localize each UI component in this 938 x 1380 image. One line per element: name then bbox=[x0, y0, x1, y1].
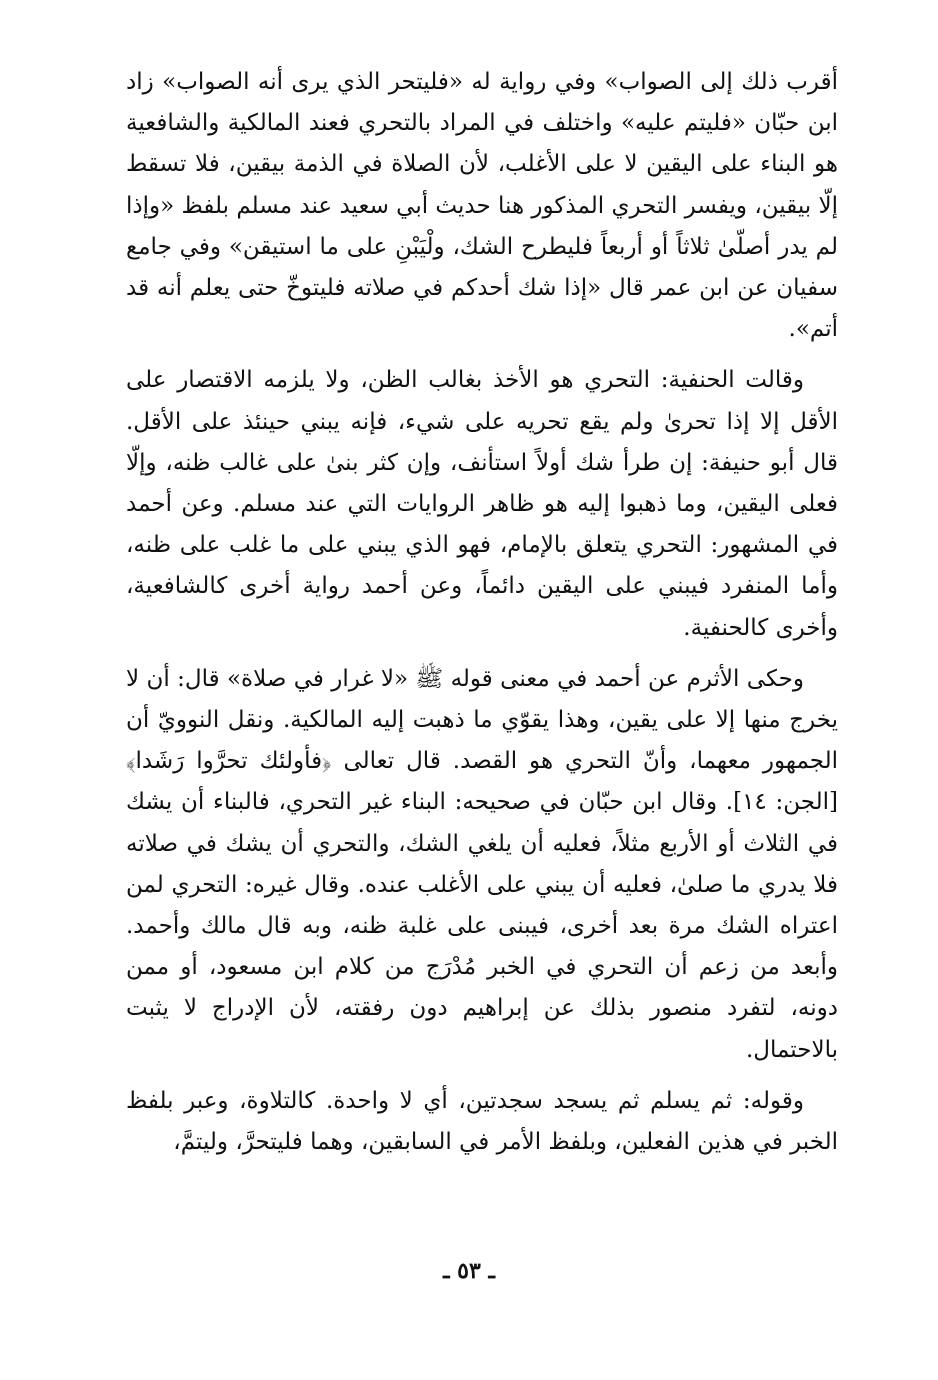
paragraph-1: أقرب ذلك إلى الصواب» وفي رواية له «فليتحر الذي يرى أنه الصواب» زاد ابن حبّان «فليتم عليه» واختلف في المراد بالتحري فعند المالكية والشافعية هو البناء على اليقين لا على الأغلب، لأن الصلاة في الذمة بيقين، فلا تسقط إلّا بيقين، ويفسر التحري المذكور هنا حديث أبي سعيد عند مسلم بلفظ «وإذا لم يدر أصلّىٰ ثلاثاً أو أربعاً فليطرح الشك، ولْيَبْنِ على ما استيقن» وفي جامع سفيان عن ابن عمر قال «إذا شك أحدكم في صلاته فليتوخّ حتى يعلم أنه قد أتم». bbox=[126, 69, 838, 343]
paragraph-3: وحكى الأثرم عن أحمد في معنى قوله ﷺ «لا غرار في صلاة» قال: أن لا يخرج منها إلا على يقين، وهذا يقوّي ما ذهبت إليه المالكية. ونقل النوويّ أن الجمهور معهما، وأنّ التحري هو القصد. قال تعالى ﴿فأولئك تحرَّوا رَشَدا﴾ [الجن: ١٤]. وقال ابن حبّان في صحيحه: البناء غير التحري، فالبناء أن يشك في الثلاث أو الأربع مثلاً، فعليه أن يلغي الشك، والتحري أن يشك في صلاته فلا يدري ما صلىٰ، فعليه أن يبني على الأغلب عنده. وقال غيره: التحري لمن اعتراه الشك مرة بعد أخرى، فيبنى على غلبة ظنه، وبه قال مالك وأحمد. وأبعد من زعم أن التحري في الخبر مُدْرَج من كلام ابن مسعود، أو ممن دونه، لتفرد منصور بذلك عن إبراهيم دون رفقته، لأن الإدراج لا يثبت بالاحتمال. bbox=[126, 665, 838, 1063]
page-number: ـ ٥٣ ـ bbox=[443, 1258, 495, 1284]
paragraph-4: وقوله: ثم يسلم ثم يسجد سجدتين، أي لا واحدة. كالتلاوة، وعبر بلفظ الخبر في هذين الفعلين، وبلفظ الأمر في السابقين، وهما فليتحرَّ، وليتمَّ، bbox=[126, 1087, 838, 1156]
paragraph-2: وقالت الحنفية: التحري هو الأخذ بغالب الظن، ولا يلزمه الاقتصار على الأقل إلا إذا تحرىٰ ولم يقع تحريه على شيء، فإنه يبني حينئذ على الأقل. قال أبو حنيفة: إن طرأ شك أولاً استأنف، وإن كثر بنىٰ على غالب ظنه، وإلّا فعلى اليقين، وما ذهبوا إليه هو ظاهر الروايات التي عند مسلم. وعن أحمد في المشهور: التحري يتعلق بالإمام، فهو الذي يبني على ما غلب على ظنه، وأما المنفرد فيبني على اليقين دائماً، وعن أحمد رواية أخرى كالشافعية، وأخرى كالحنفية. bbox=[126, 367, 838, 641]
page-body bbox=[126, 62, 838, 1312]
